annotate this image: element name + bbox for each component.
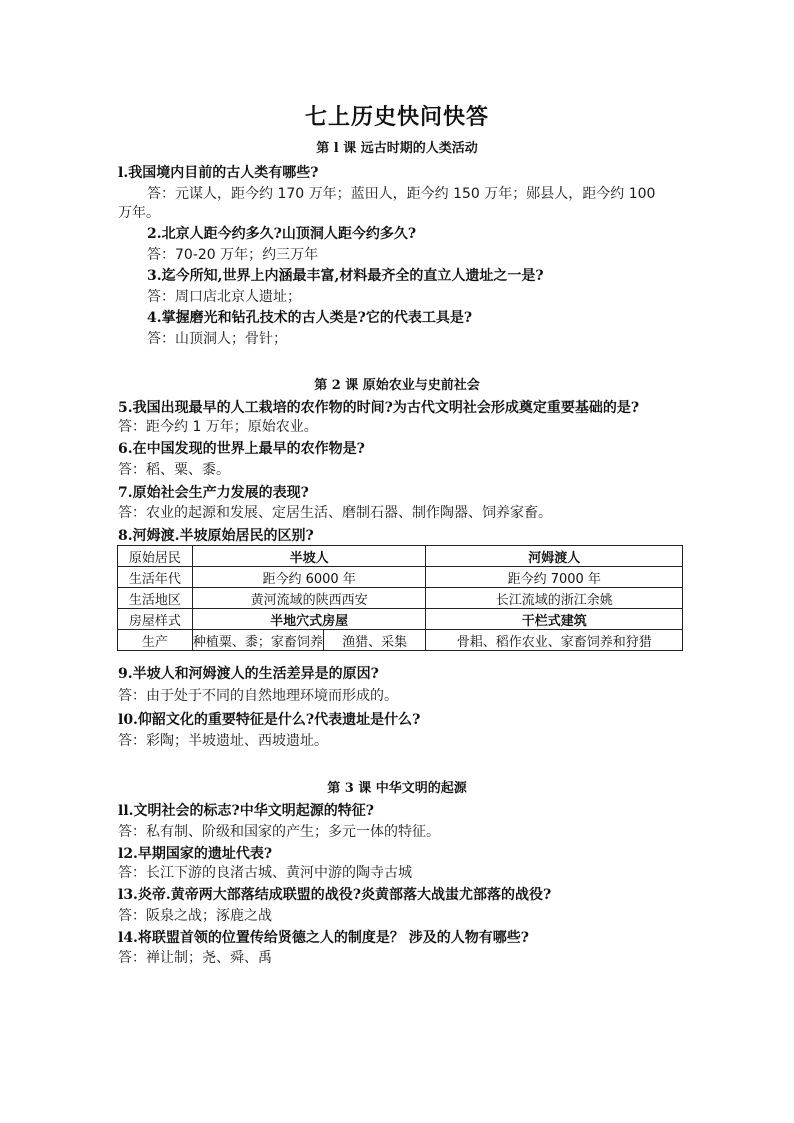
answer-14: 答：禅让制；尧、舜、禹	[118, 950, 272, 966]
table-subcell: 种植粟、黍；家畜饲养	[192, 634, 323, 650]
table-cell: 骨耜、稻作农业、家畜饲养和狩猎	[426, 630, 683, 651]
table-cell: 生活年代	[118, 567, 193, 588]
answer-10: 答：彩陶；半坡遗址、西坡遗址。	[118, 733, 328, 749]
table-cell: 干栏式建筑	[426, 609, 683, 630]
table-cell: 房屋样式	[118, 609, 193, 630]
question-9: 9.半坡人和河姆渡人的生活差异是的原因?	[118, 666, 379, 682]
table-row	[118, 588, 683, 609]
question-11: ll.文明社会的标志?中华文明起源的特征?	[118, 803, 374, 819]
answer-13: 答：阪泉之战；涿鹿之战	[118, 908, 272, 924]
table-cell: 黄河流域的陕西西安	[192, 588, 426, 609]
comparison-table	[117, 545, 683, 651]
table-cell: 生产	[118, 630, 193, 651]
question-14: l4.将联盟首领的位置传给贤德之人的制度是？ 涉及的人物有哪些?	[118, 930, 530, 946]
question-10: l0.仰韶文化的重要特征是什么?代表遗址是什么?	[118, 712, 421, 728]
lesson-1-heading: 第 l 课 远古时期的人类活动	[316, 141, 478, 156]
answer-3: 答：周口店北京人遗址；	[147, 289, 301, 305]
table-cell: 长江流域的浙江余姚	[426, 588, 683, 609]
question-2: 2.北京人距今约多久?山顶洞人距今约多久?	[147, 226, 417, 242]
question-12: l2.早期国家的遗址代表?	[118, 846, 273, 862]
lesson-2-heading: 第 2 课 原始农业与史前社会	[314, 378, 480, 393]
answer-1-line-2: 万年。	[118, 205, 160, 221]
answer-2: 答：70-20 万年；约三万年	[147, 247, 319, 263]
table-subcell: 渔猎、采集	[323, 630, 426, 650]
answer-6: 答：稻、粟、黍。	[118, 462, 230, 478]
table-cell: 半地穴式房屋	[192, 609, 426, 630]
table-row	[118, 567, 683, 588]
answer-12: 答：长江下游的良渚古城、黄河中游的陶寺古城	[118, 865, 412, 881]
table-cell: 距今约 7000 年	[426, 567, 683, 588]
answer-9: 答：由于处于不同的自然地理环境而形成的。	[118, 688, 398, 704]
question-3: 3.迄今所知,世界上内涵最丰富,材料最齐全的直立人遗址之一是?	[147, 268, 544, 284]
page-title: 七上历史快问快答	[304, 105, 489, 130]
question-6: 6.在中国发现的世界上最早的农作物是?	[118, 441, 365, 457]
answer-5: 答：距今约 1 万年；原始农业。	[118, 419, 318, 435]
table-cell	[192, 630, 426, 651]
lesson-3-heading: 第 3 课 中华文明的起源	[327, 781, 467, 796]
table-row	[118, 546, 683, 567]
table-row	[118, 609, 683, 630]
answer-7: 答：农业的起源和发展、定居生活、磨制石器、制作陶器、饲养家畜。	[118, 505, 552, 521]
answer-11: 答：私有制、阶级和国家的产生；多元一体的特征。	[118, 824, 440, 840]
table-cell: 原始居民	[118, 546, 193, 567]
question-8: 8.河姆渡.半坡原始居民的区别?	[118, 528, 314, 544]
table-row	[118, 630, 683, 651]
table-cell: 半坡人	[192, 546, 426, 567]
question-13: l3.炎帝.黄帝两大部落结成联盟的战役?炎黄部落大战蚩尤部落的战役?	[118, 887, 552, 903]
table-cell: 河姆渡人	[426, 546, 683, 567]
answer-1-line-1: 答：元谋人，距今约 170 万年；蓝田人，距今约 150 万年；郧县人，距今约 100	[147, 186, 656, 202]
question-7: 7.原始社会生产力发展的表现?	[118, 485, 309, 501]
question-4: 4.掌握磨光和钻孔技术的古人类是?它的代表工具是?	[147, 310, 473, 326]
table-cell: 距今约 6000 年	[192, 567, 426, 588]
table-cell: 生活地区	[118, 588, 193, 609]
answer-4: 答：山顶洞人；骨针；	[147, 331, 287, 347]
question-5: 5.我国出现最早的人工栽培的农作物的时间?为古代文明社会形成奠定重要基础的是?	[118, 400, 640, 416]
question-1: l.我国境内目前的古人类有哪些?	[118, 165, 319, 181]
